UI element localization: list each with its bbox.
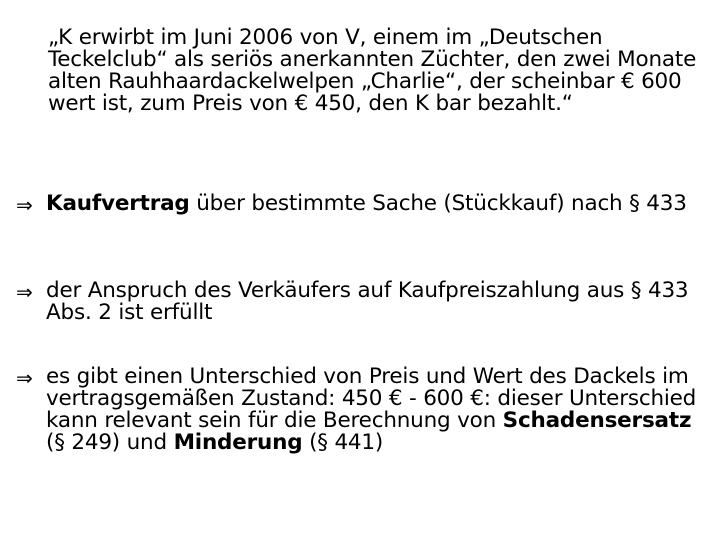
bullet-text-part: über bestimmte Sache (Stückkauf) nach § 433 [189,191,687,216]
implies-arrow-icon: ⇒ [16,193,33,217]
bold-term: Minderung [173,430,303,455]
bullet-kaufvertrag [16,193,706,215]
bullet-unterschied [16,366,706,454]
bullet-text-part: (§ 441) [302,430,384,455]
implies-arrow-icon: ⇒ [16,280,33,304]
bullet-text-part: es gibt einen Unterschied von Preis und Wert des Dackels im vertragsgemäßen Zustand: 450 € - 600 €: dieser Unterschied kann relevant sein für die Berechnung von [46,364,697,433]
case-description: „K erwirbt im Juni 2006 von V, einem im „Deutschen Teckelclub“ als seriös anerkannten Züchter, den zwei Monate alten Rauhhaardackelwelpen „Charlie“, der scheinbar € 600 wert ist, zum Preis von € 450, den K bar bezahlt.“ [48,25,697,116]
bold-term: Kaufvertrag [46,191,190,216]
bullet-text [16,193,706,215]
bullet-text-part: (§ 249) und [46,430,174,455]
implies-arrow-icon: ⇒ [16,366,33,390]
bullet-text [16,366,706,454]
bullet-anspruch [16,280,706,324]
bullet-text: der Anspruch des Verkäufers auf Kaufpreiszahlung aus § 433 Abs. 2 ist erfüllt [46,278,689,325]
bold-term: Schadensersatz [502,408,692,433]
